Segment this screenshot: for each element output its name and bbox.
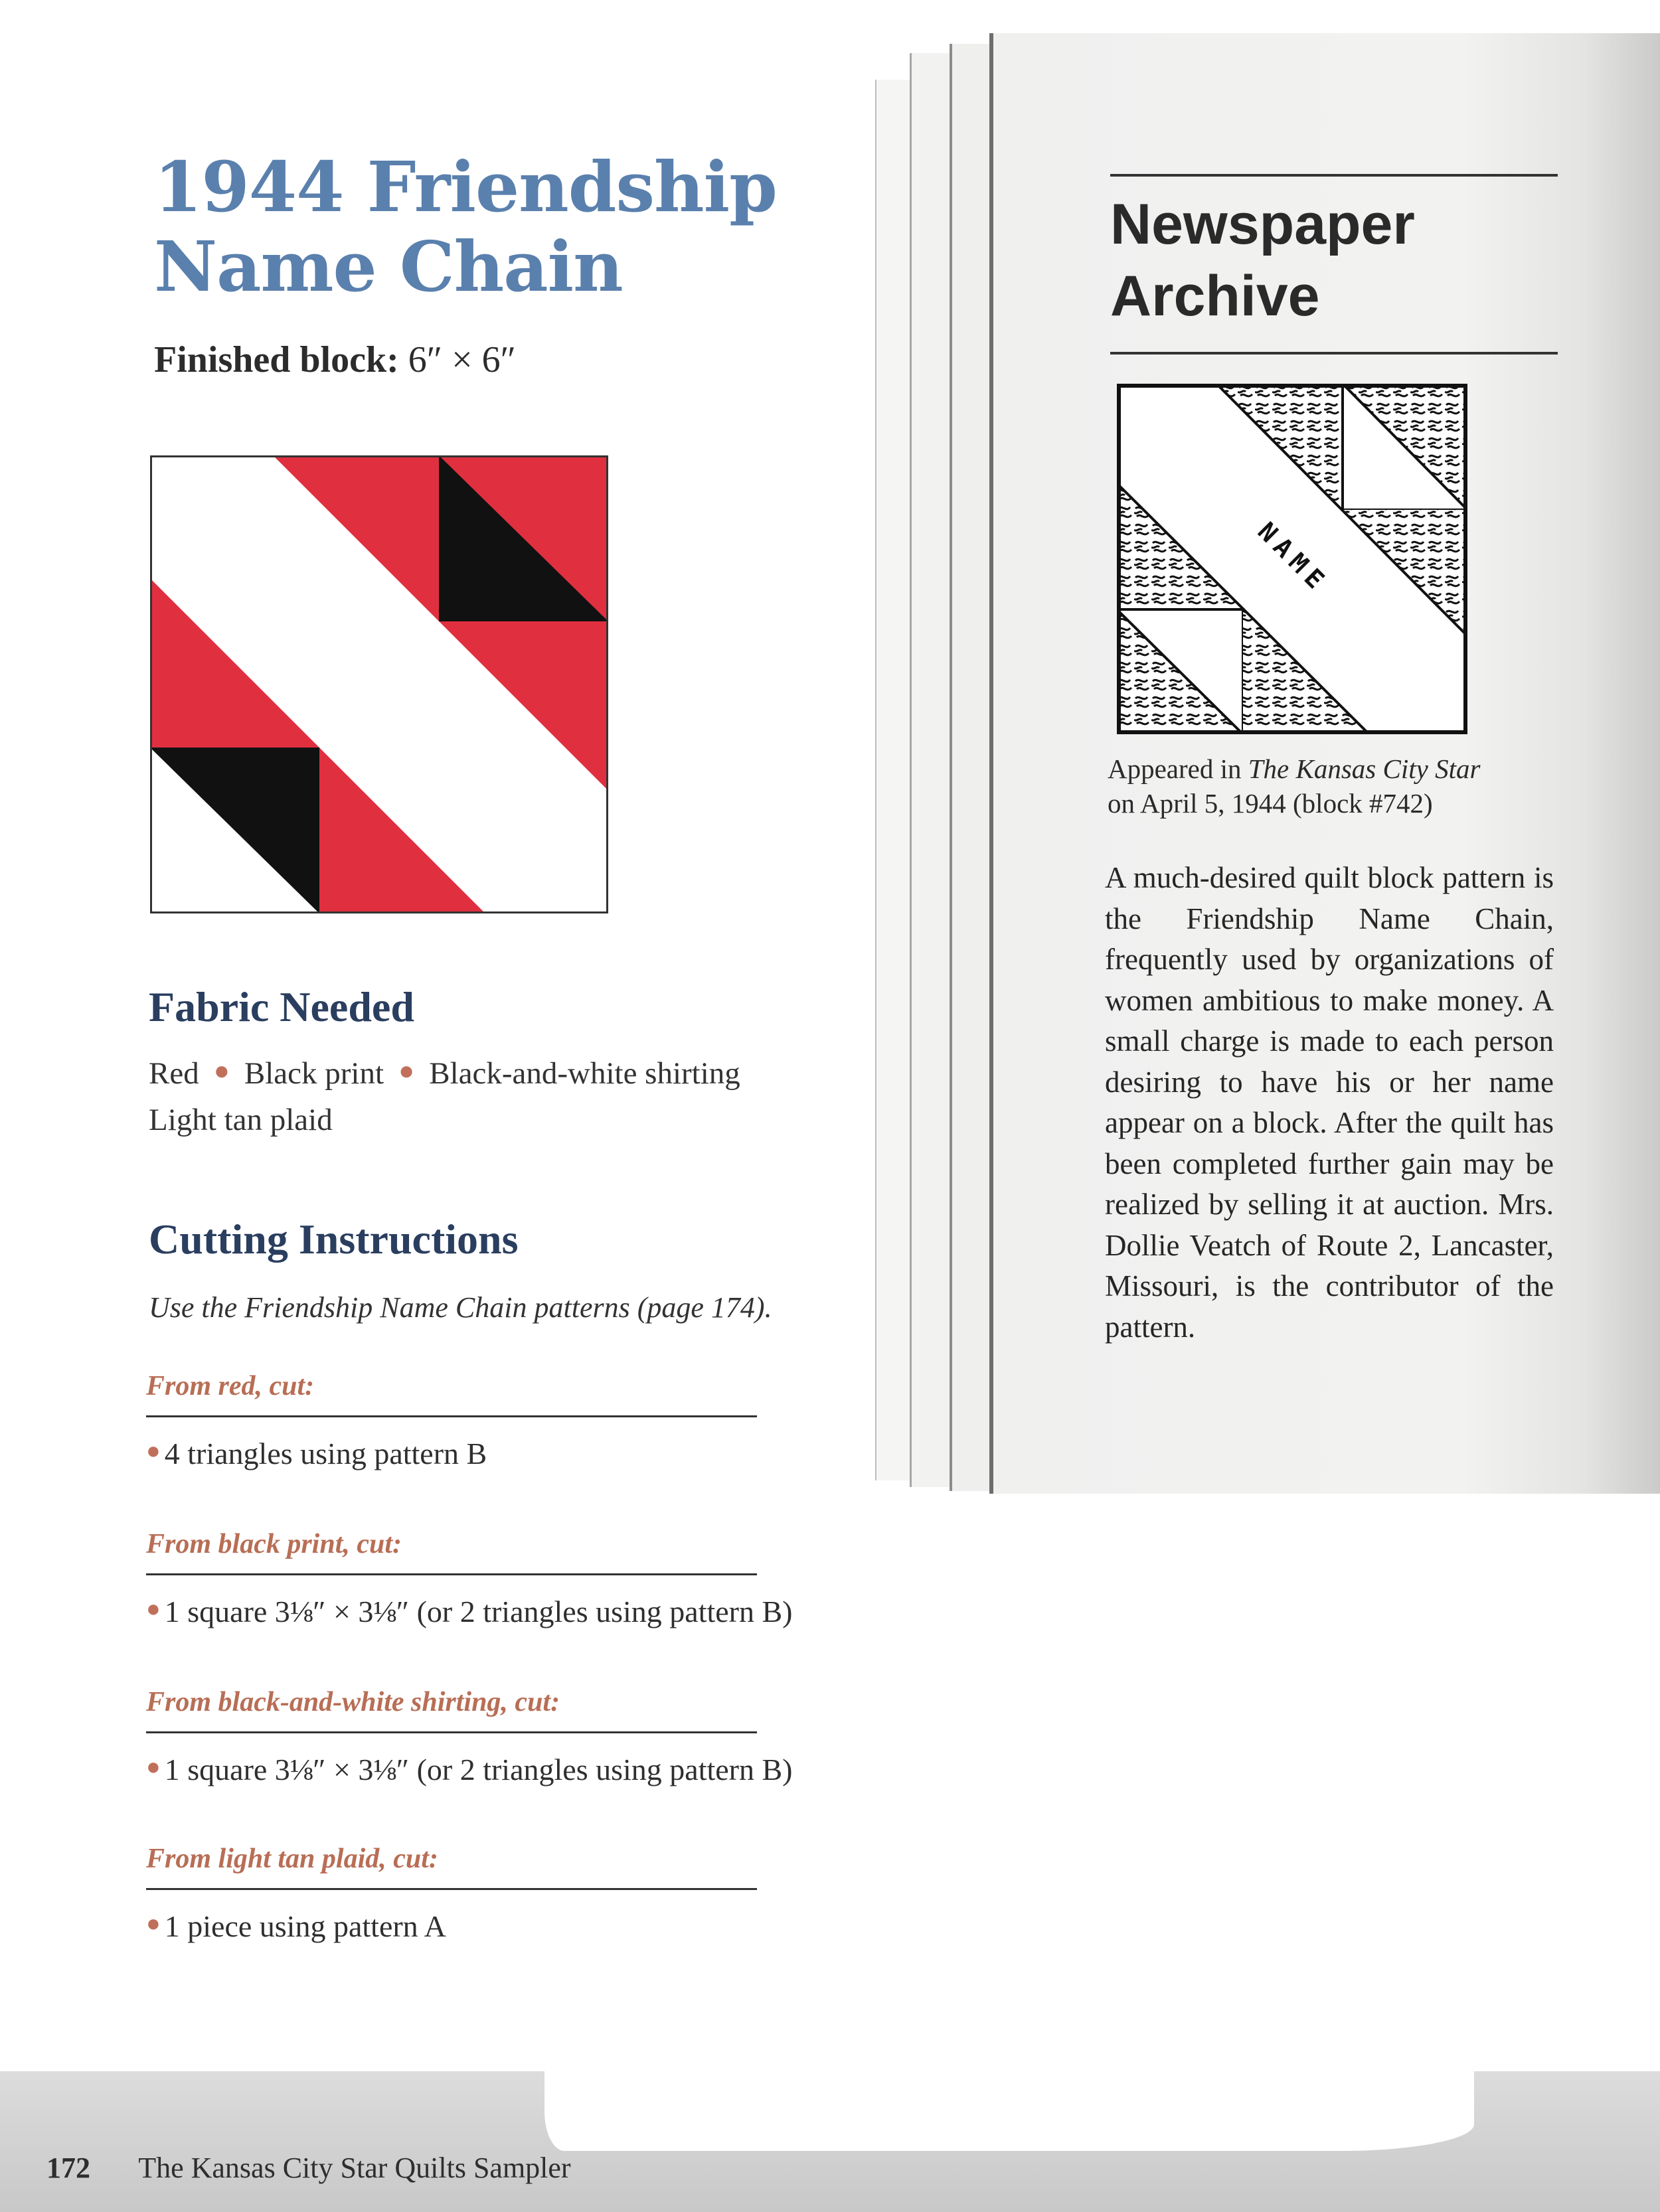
- quilt-block-illustration: [150, 455, 608, 913]
- caption-date: on April 5, 1944 (block #742): [1108, 788, 1433, 819]
- fabric-heading: Fabric Needed: [149, 983, 414, 1030]
- page-title-line2: Name Chain: [154, 226, 623, 307]
- cut-group-tan-plaid: [146, 1843, 757, 1944]
- fabric-item: Black print: [244, 1056, 384, 1091]
- cut-label: From light tan plaid, cut:: [146, 1843, 757, 1890]
- bullet-dot-icon: ●: [146, 1910, 161, 1936]
- cut-group-shirting: [146, 1686, 793, 1787]
- newspaper-rule-top: [1110, 174, 1558, 177]
- np-name-label: NAME: [1252, 516, 1335, 599]
- cut-label: From black print, cut:: [146, 1528, 757, 1575]
- bullet-dot-icon: ●: [146, 1595, 161, 1622]
- fabric-list-row1: [149, 1056, 740, 1091]
- newspaper-rule-bottom: [1110, 352, 1558, 355]
- book-title: The Kansas City Star Quilts Sampler: [138, 2152, 571, 2184]
- cut-item: [146, 1436, 757, 1471]
- footer-paper-edge: [544, 2071, 1474, 2151]
- caption-publication: The Kansas City Star: [1248, 753, 1481, 784]
- cut-item: [146, 1594, 793, 1629]
- cut-item: [146, 1752, 793, 1787]
- newspaper-body: A much-desired quilt block pattern is the Friendship Name Chain, frequently used by organizations of women ambitious to make money. A small charge is made to each person desiring to have his or her name appear on a block. After the quilt has been completed further gain may be realized by selling it at auction. Mrs. Dollie Veatch of Route 2, Lancaster, Missouri, is the contributor of the pattern.: [1105, 861, 1554, 1344]
- cut-item-text: 4 triangles using pattern B: [164, 1437, 487, 1470]
- cut-label: From black-and-white shirting, cut:: [146, 1686, 757, 1733]
- finished-block-value: 6″ × 6″: [408, 339, 516, 380]
- bullet-dot-icon: ●: [146, 1753, 161, 1780]
- page-footer: [46, 2151, 571, 2185]
- newspaper-title-line1: Newspaper: [1110, 193, 1415, 256]
- page-title-line1: 1944 Friendship: [154, 146, 777, 228]
- fabric-item: Red: [149, 1056, 199, 1091]
- cutting-intro: Use the Friendship Name Chain patterns (page 174).: [149, 1291, 772, 1324]
- cut-item: [146, 1909, 757, 1944]
- cut-label: From red, cut:: [146, 1370, 757, 1417]
- newspaper-block-illustration: [1117, 384, 1467, 734]
- finished-block-label: Finished block:: [154, 339, 399, 380]
- cut-group-black-print: [146, 1528, 793, 1629]
- page-number: 172: [46, 2152, 90, 2184]
- fabric-item: Light tan plaid: [149, 1103, 333, 1137]
- fabric-item: Black-and-white shirting: [429, 1056, 740, 1091]
- cut-item-text: 1 square 3⅛″ × 3⅛″ (or 2 triangles using pattern B): [164, 1595, 793, 1628]
- bullet-dot-icon: ●: [146, 1437, 161, 1464]
- fabric-list-row2: [149, 1102, 333, 1138]
- cut-group-red: [146, 1370, 757, 1471]
- cut-item-text: 1 piece using pattern A: [164, 1909, 446, 1943]
- finished-block-size: [154, 339, 516, 381]
- newspaper-caption: [1108, 751, 1480, 821]
- cut-item-text: 1 square 3⅛″ × 3⅛″ (or 2 triangles using pattern B): [164, 1753, 793, 1786]
- newspaper-title: [1110, 189, 1415, 332]
- bullet-dot-icon: ●: [398, 1056, 415, 1085]
- cutting-heading: Cutting Instructions: [149, 1216, 519, 1263]
- page-title: [154, 147, 777, 307]
- bullet-dot-icon: ●: [213, 1056, 230, 1085]
- caption-prefix: Appeared in: [1108, 753, 1248, 784]
- newspaper-title-line2: Archive: [1110, 264, 1320, 328]
